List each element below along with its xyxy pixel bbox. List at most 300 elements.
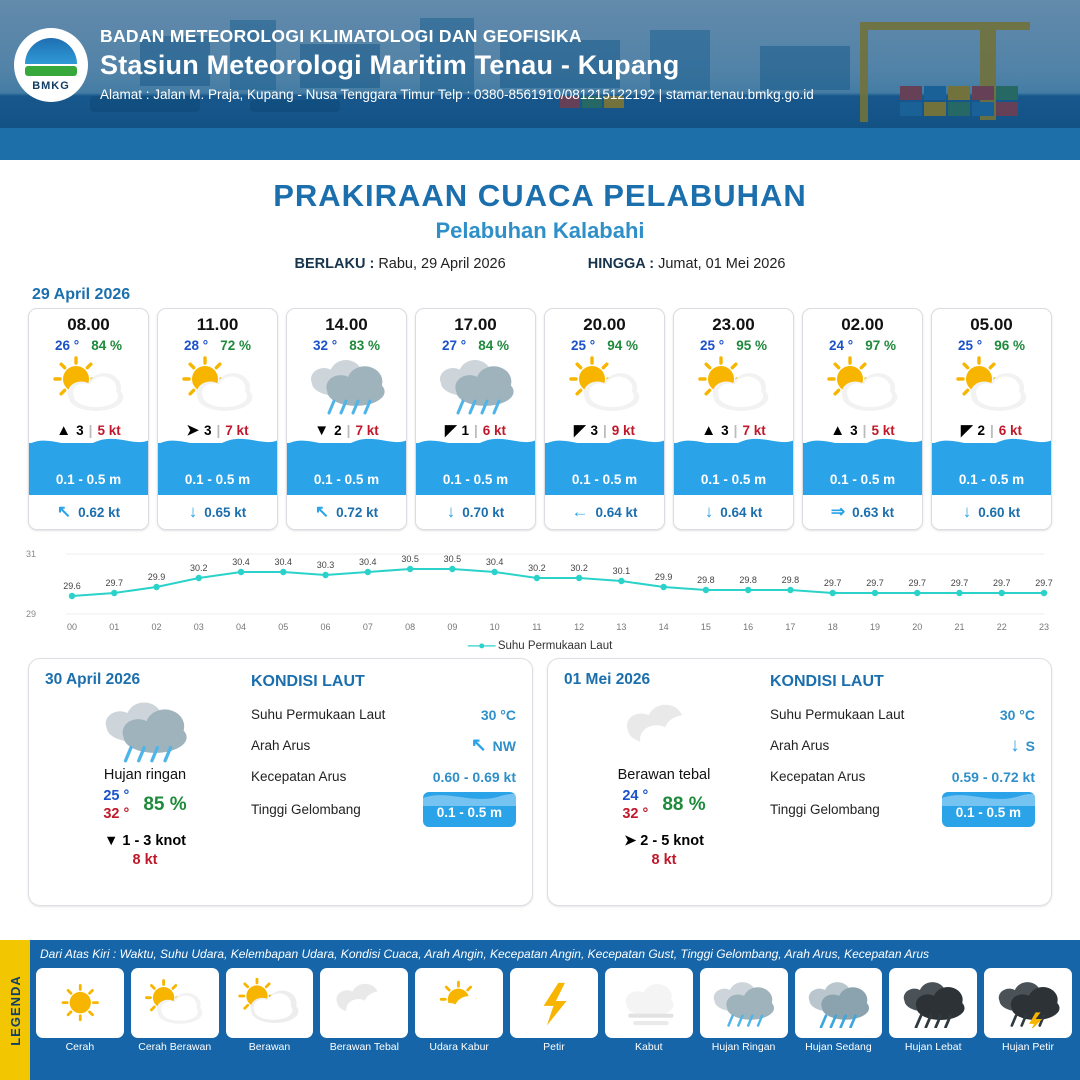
wind-direction-arrow-icon: ▼ — [103, 833, 119, 850]
panel-temp-max: 32 ° — [103, 806, 130, 823]
hujan-ringan-icon — [433, 355, 519, 417]
card-time: 23.00 — [712, 315, 755, 334]
legend-item — [795, 968, 883, 1053]
current-direction-text: S — [1025, 737, 1035, 754]
svg-text:15: 15 — [700, 622, 711, 632]
udara-kabur-icon — [424, 978, 495, 1029]
wind-direction-arrow-icon: ▼ — [314, 421, 330, 439]
panel-row — [770, 730, 1035, 761]
card-current — [287, 495, 406, 529]
card-weather-icon — [158, 355, 277, 417]
card-temperature: 28 ° — [184, 338, 209, 353]
card-temp-hum — [158, 338, 277, 353]
panel-row — [251, 792, 516, 827]
legend-item — [320, 968, 408, 1053]
hujan-ringan-icon — [708, 978, 779, 1029]
current-speed: 0.70 kt — [462, 504, 505, 520]
legend-item — [226, 968, 314, 1053]
panel-row-value: 30 °C — [999, 706, 1035, 723]
svg-text:22: 22 — [996, 622, 1007, 632]
header-address: Alamat : Jalan M. Praja, Kupang - Nusa Tenggara Timur Telp : 0380-8561910/081215122192 | stamar.tenau.bmkg.go.id — [100, 87, 814, 102]
card-current — [545, 495, 664, 529]
svg-text:03: 03 — [193, 622, 204, 632]
wind-gust: 7 kt — [355, 422, 379, 438]
header-org: BADAN METEOROLOGI KLIMATOLOGI DAN GEOFISIKA — [100, 26, 582, 46]
wind-speed: 2 — [334, 422, 342, 438]
card-temp-hum — [932, 338, 1051, 353]
forecast-card — [802, 308, 923, 530]
svg-text:30.2: 30.2 — [190, 563, 208, 573]
current-direction-arrow-icon: ↓ — [446, 502, 456, 521]
validity-row — [0, 256, 1080, 272]
logo-arc — [25, 38, 77, 64]
card-temperature: 32 ° — [313, 338, 338, 353]
legend-item-icon — [320, 968, 408, 1038]
svg-text:30.2: 30.2 — [528, 563, 546, 573]
wind-direction-arrow-icon: ▲ — [830, 421, 846, 439]
wind-gust: 7 kt — [225, 422, 249, 438]
card-temp-hum — [416, 338, 535, 353]
berawan-icon — [234, 978, 305, 1029]
svg-text:29.7: 29.7 — [950, 578, 969, 588]
wind-direction-arrow-icon: ➤ — [186, 422, 199, 439]
wave-shape — [416, 432, 536, 454]
svg-text:11: 11 — [532, 622, 542, 632]
card-temperature: 25 ° — [958, 338, 983, 353]
svg-text:30.4: 30.4 — [359, 557, 377, 567]
svg-text:29.6: 29.6 — [63, 581, 81, 591]
bmkg-logo — [14, 28, 88, 102]
panel-wind — [564, 833, 764, 849]
sst-chart — [20, 544, 1060, 636]
card-weather-icon — [803, 355, 922, 417]
card-wave — [803, 443, 922, 495]
forecast-card — [157, 308, 278, 530]
svg-text:29.9: 29.9 — [147, 572, 166, 582]
sst-chart-legend — [0, 640, 1080, 652]
legend-item-list — [36, 968, 1072, 1053]
y-tick-min: 29 — [26, 609, 37, 619]
valid-from-label: BERLAKU : — [294, 256, 375, 272]
panel-temps — [622, 787, 648, 823]
card-weather-icon — [545, 355, 664, 417]
legend-item-icon — [510, 968, 598, 1038]
svg-text:30.4: 30.4 — [485, 557, 504, 567]
legend-item-label: Cerah Berawan — [138, 1041, 212, 1053]
panel-temp-min: 25 ° — [103, 788, 130, 804]
legend-item-label: Hujan Lebat — [904, 1041, 962, 1053]
card-weather-icon — [287, 355, 406, 417]
card-temperature: 25 ° — [700, 338, 725, 353]
card-time: 08.00 — [67, 315, 110, 334]
hujan-petir-icon — [993, 978, 1064, 1029]
wave-shape — [287, 432, 407, 454]
daily-forecast-panel — [28, 658, 533, 906]
svg-text:08: 08 — [405, 622, 416, 632]
panel-date: 30 April 2026 — [45, 671, 141, 688]
card-weather-icon — [416, 355, 535, 417]
wind-separator: | — [862, 422, 867, 438]
panel-weather-icon — [564, 699, 764, 763]
panel-row-value: 0.59 - 0.72 kt — [951, 768, 1035, 785]
legend-side-label — [0, 940, 30, 1080]
card-wave — [545, 443, 664, 495]
sea-condition-title: KONDISI LAUT — [770, 673, 884, 690]
wind-separator: | — [88, 422, 93, 438]
wind-speed: 3 — [721, 422, 729, 438]
legend-item-icon — [889, 968, 977, 1038]
panel-row-label: Tinggi Gelombang — [770, 802, 880, 817]
svg-text:29.7: 29.7 — [1035, 578, 1053, 588]
forecast-card-list — [0, 308, 1080, 530]
daily-forecast-panel — [547, 658, 1052, 906]
card-humidity: 84 % — [91, 338, 122, 353]
legend-item-label: Udara Kabur — [429, 1041, 489, 1053]
wind-speed: 3 — [850, 422, 858, 438]
legend-item-label: Kabut — [635, 1041, 663, 1053]
wave-shape — [29, 432, 149, 454]
wind-separator: | — [603, 422, 607, 438]
wave-shape — [942, 792, 1035, 806]
svg-text:06: 06 — [320, 622, 331, 632]
panel-temp-min: 24 ° — [622, 788, 649, 804]
panel-wind — [45, 833, 245, 849]
panel-row-value — [1010, 735, 1035, 757]
svg-text:29.8: 29.8 — [739, 575, 757, 585]
svg-text:21: 21 — [954, 622, 965, 632]
wind-separator: | — [346, 422, 351, 438]
forecast-card — [673, 308, 794, 530]
legend-item-icon — [415, 968, 503, 1038]
svg-text:30.3: 30.3 — [316, 560, 335, 570]
cerah-berawan-icon — [175, 355, 261, 417]
panel-gust: 8 kt — [132, 852, 158, 869]
wind-speed: 3 — [204, 422, 212, 438]
svg-text:29.9: 29.9 — [654, 572, 673, 582]
wind-direction-arrow-icon: ▲ — [56, 421, 72, 439]
page-header — [0, 0, 1080, 160]
svg-text:20: 20 — [912, 622, 923, 632]
svg-text:29.8: 29.8 — [697, 575, 715, 585]
card-temp-hum — [287, 338, 406, 353]
sea-condition-title: KONDISI LAUT — [251, 673, 365, 690]
card-humidity: 72 % — [220, 338, 251, 353]
cerah-berawan-icon — [139, 978, 210, 1029]
panel-humidity: 85 % — [143, 794, 187, 816]
card-humidity: 95 % — [736, 338, 767, 353]
page-title: PRAKIRAAN CUACA PELABUHAN — [273, 178, 807, 213]
current-direction-arrow-icon: ⇒ — [830, 502, 846, 521]
wind-gust: 5 kt — [97, 422, 121, 438]
wave-height: 0.1 - 0.5 m — [829, 472, 896, 487]
wave-height: 0.1 - 0.5 m — [184, 472, 251, 487]
daily-panels — [0, 652, 1080, 906]
hujan-sedang-icon — [803, 978, 874, 1029]
legend-item — [131, 968, 219, 1053]
wave-height: 0.1 - 0.5 m — [700, 472, 767, 487]
berawan-tebal-icon — [617, 697, 712, 765]
wave-height: 0.1 - 0.5 m — [436, 805, 502, 820]
legend-item-icon — [226, 968, 314, 1038]
current-speed: 0.64 kt — [595, 504, 638, 520]
cerah-berawan-icon — [949, 355, 1035, 417]
card-time: 14.00 — [325, 315, 368, 334]
wave-height: 0.1 - 0.5 m — [55, 472, 122, 487]
card-humidity: 96 % — [994, 338, 1025, 353]
svg-text:05: 05 — [278, 622, 289, 632]
svg-text:10: 10 — [489, 622, 500, 632]
card-humidity: 97 % — [865, 338, 896, 353]
wind-speed: 3 — [76, 422, 84, 438]
legend-item-label: Berawan Tebal — [329, 1041, 399, 1053]
panel-row-label: Arah Arus — [251, 738, 311, 753]
card-current — [158, 495, 277, 529]
wave-height: 0.1 - 0.5 m — [313, 472, 380, 487]
card-current — [674, 495, 793, 529]
svg-text:30.5: 30.5 — [401, 554, 419, 564]
legend-item-label: Hujan Sedang — [805, 1041, 872, 1053]
card-humidity: 94 % — [607, 338, 638, 353]
svg-text:16: 16 — [743, 622, 754, 632]
legend-item-icon — [605, 968, 693, 1038]
cerah-berawan-icon — [691, 355, 777, 417]
legend-item-label: Berawan — [248, 1041, 291, 1053]
wave-shape — [423, 792, 516, 806]
card-current — [29, 495, 148, 529]
current-speed: 0.63 kt — [852, 504, 895, 520]
current-direction-arrow-icon: ↖ — [56, 502, 72, 521]
svg-text:02: 02 — [151, 622, 162, 632]
svg-text:09: 09 — [447, 622, 458, 632]
card-weather-icon — [674, 355, 793, 417]
forecast-card — [415, 308, 536, 530]
wind-separator: | — [990, 422, 994, 438]
card-temperature: 25 ° — [571, 338, 596, 353]
legend-item — [36, 968, 124, 1053]
wave-shape — [545, 432, 665, 454]
panel-row-value: 0.60 - 0.69 kt — [432, 768, 516, 785]
card-current — [416, 495, 535, 529]
legend-item — [415, 968, 503, 1053]
legend-series-name: Suhu Permukaan Laut — [497, 640, 613, 652]
svg-text:00: 00 — [66, 622, 78, 632]
current-direction-arrow-icon: ↓ — [962, 502, 972, 521]
current-speed: 0.60 kt — [978, 504, 1021, 520]
card-wave — [932, 443, 1051, 495]
panel-row-label: Suhu Permukaan Laut — [251, 707, 386, 722]
current-speed: 0.64 kt — [720, 504, 763, 520]
wind-direction-arrow-icon: ➤ — [624, 833, 637, 850]
wave-height: 0.1 - 0.5 m — [958, 472, 1025, 487]
header-station: Stasiun Meteorologi Maritim Tenau - Kupang — [100, 50, 680, 80]
hujan-ringan-icon — [304, 355, 390, 417]
panel-row — [770, 792, 1035, 827]
panel-temp-max: 32 ° — [622, 806, 649, 823]
wave-shape — [158, 432, 278, 454]
svg-text:30.4: 30.4 — [232, 557, 250, 567]
wind-gust: 9 kt — [611, 422, 636, 438]
legend-item — [510, 968, 598, 1053]
card-humidity: 83 % — [349, 338, 380, 353]
panel-row-value — [471, 734, 516, 757]
svg-text:23: 23 — [1038, 622, 1050, 632]
card-weather-icon — [29, 355, 148, 417]
legend-item-label: Cerah — [65, 1041, 95, 1053]
current-direction-arrow-icon: ↖ — [470, 735, 487, 756]
kabut-icon — [614, 978, 685, 1029]
svg-text:07: 07 — [362, 622, 373, 632]
header-bottom-bar — [0, 128, 1080, 160]
panel-left — [564, 671, 764, 891]
cerah-icon — [45, 978, 116, 1029]
legend-side-text: LEGENDA — [7, 974, 23, 1046]
hujan-ringan-icon — [98, 697, 193, 765]
page-subtitle: Pelabuhan Kalabahi — [435, 218, 645, 243]
panel-row — [770, 761, 1035, 792]
legend-item-label: Petir — [543, 1041, 565, 1053]
svg-text:18: 18 — [827, 622, 838, 632]
panel-wind-speed: 1 - 3 knot — [122, 833, 187, 850]
card-temp-hum — [545, 338, 664, 353]
legend-note: Dari Atas Kiri : Waktu, Suhu Udara, Kelembapan Udara, Kondisi Cuaca, Arah Angin, Kecepatan Angin, Kecepatan Gust, Tinggi Gelombang, Arah Arus, Kecepatan Arus — [40, 947, 930, 961]
card-time: 17.00 — [454, 315, 497, 334]
wind-direction-arrow-icon: ◤ — [960, 422, 973, 439]
svg-text:19: 19 — [869, 622, 880, 632]
current-direction-arrow-icon: ↓ — [1010, 734, 1020, 756]
panel-row-label: Kecepatan Arus — [770, 769, 866, 784]
legend-item-icon — [131, 968, 219, 1038]
card-weather-icon — [932, 355, 1051, 417]
panel-right — [764, 671, 1035, 891]
panel-row-label: Arah Arus — [770, 738, 830, 753]
valid-until-label: HINGGA : — [587, 256, 655, 272]
legend-item — [605, 968, 693, 1053]
header-texts — [100, 26, 814, 102]
title-block — [0, 178, 1080, 244]
logo-text: BMKG — [32, 80, 70, 92]
panel-row — [251, 699, 516, 730]
current-direction-arrow-icon: ↓ — [704, 502, 714, 521]
legend-item-icon — [36, 968, 124, 1038]
panel-row-value: 30 °C — [480, 706, 516, 723]
wind-separator: | — [474, 422, 478, 438]
card-temperature: 24 ° — [829, 338, 854, 353]
logo-wave — [25, 66, 77, 76]
panel-row-label: Kecepatan Arus — [251, 769, 347, 784]
cerah-berawan-icon — [46, 355, 132, 417]
wind-gust: 6 kt — [482, 422, 507, 438]
card-time: 02.00 — [841, 315, 884, 334]
sst-line-chart — [20, 544, 1060, 636]
card-temp-hum — [29, 338, 148, 353]
panel-row — [251, 730, 516, 761]
legend-item — [700, 968, 788, 1053]
svg-text:29.7: 29.7 — [908, 578, 926, 588]
card-wave — [416, 443, 535, 495]
svg-text:01: 01 — [109, 622, 120, 632]
berawan-tebal-icon — [329, 978, 400, 1029]
forecast-date-label: 29 April 2026 — [32, 286, 131, 303]
panel-wind-speed: 2 - 5 knot — [640, 833, 704, 850]
y-tick-max: 31 — [26, 549, 37, 559]
legend-item-icon — [795, 968, 883, 1038]
panel-temps — [103, 787, 129, 823]
wave-shape — [932, 432, 1052, 454]
forecast-card — [28, 308, 149, 530]
wave-shape — [803, 432, 923, 454]
svg-text:29.7: 29.7 — [866, 578, 884, 588]
svg-text:04: 04 — [236, 622, 247, 632]
current-speed: 0.72 kt — [336, 504, 379, 520]
wave-height-badge — [942, 792, 1035, 827]
card-wave — [29, 443, 148, 495]
legend-item — [984, 968, 1072, 1053]
panel-condition: Hujan ringan — [103, 767, 187, 783]
wind-direction-arrow-icon: ▲ — [701, 421, 717, 439]
cerah-berawan-icon — [820, 355, 906, 417]
svg-text:17: 17 — [785, 622, 796, 632]
current-speed: 0.62 kt — [78, 504, 121, 520]
wind-direction-arrow-icon: ◤ — [573, 422, 586, 439]
legend-bar — [0, 940, 1080, 1080]
panel-left — [45, 671, 245, 891]
wind-gust: 5 kt — [871, 422, 895, 438]
svg-text:14: 14 — [658, 622, 669, 632]
panel-date: 01 Mei 2026 — [564, 671, 651, 688]
panel-temp-hum — [45, 787, 245, 823]
wind-speed: 1 — [461, 422, 469, 438]
svg-text:13: 13 — [616, 622, 627, 632]
card-humidity: 84 % — [478, 338, 509, 353]
wind-speed: 3 — [590, 422, 598, 438]
card-wave — [674, 443, 793, 495]
forecast-card — [286, 308, 407, 530]
current-direction-arrow-icon: ← — [571, 502, 589, 521]
card-temperature: 26 ° — [55, 338, 80, 353]
card-time: 20.00 — [583, 315, 626, 334]
svg-text:30.1: 30.1 — [612, 566, 631, 576]
current-direction-text: NW — [492, 737, 516, 754]
svg-text:29.7: 29.7 — [992, 578, 1011, 588]
svg-text:29.8: 29.8 — [781, 575, 800, 585]
panel-row — [251, 761, 516, 792]
current-speed: 0.65 kt — [204, 504, 247, 520]
svg-text:12: 12 — [574, 622, 585, 632]
wave-height-badge — [423, 792, 516, 827]
svg-text:29.7: 29.7 — [105, 578, 124, 588]
panel-weather-icon — [45, 699, 245, 763]
wave-shape — [674, 432, 794, 454]
wind-gust: 6 kt — [998, 422, 1023, 438]
wind-gust: 7 kt — [742, 422, 766, 438]
forecast-card — [931, 308, 1052, 530]
hujan-lebat-icon — [898, 978, 969, 1029]
card-temp-hum — [674, 338, 793, 353]
card-current — [932, 495, 1051, 529]
valid-from-value: Rabu, 29 April 2026 — [378, 256, 506, 272]
cerah-berawan-icon — [562, 355, 648, 417]
valid-until-value: Jumat, 01 Mei 2026 — [658, 256, 786, 272]
wave-height: 0.1 - 0.5 m — [442, 472, 509, 487]
current-direction-arrow-icon: ↓ — [188, 502, 198, 521]
current-direction-arrow-icon: ↖ — [314, 502, 330, 521]
panel-temp-hum — [564, 787, 764, 823]
legend-item-label: Hujan Ringan — [711, 1041, 776, 1053]
panel-row-label: Suhu Permukaan Laut — [770, 707, 905, 722]
wind-direction-arrow-icon: ◤ — [444, 422, 457, 439]
legend-item-icon — [700, 968, 788, 1038]
legend-item-icon — [984, 968, 1072, 1038]
